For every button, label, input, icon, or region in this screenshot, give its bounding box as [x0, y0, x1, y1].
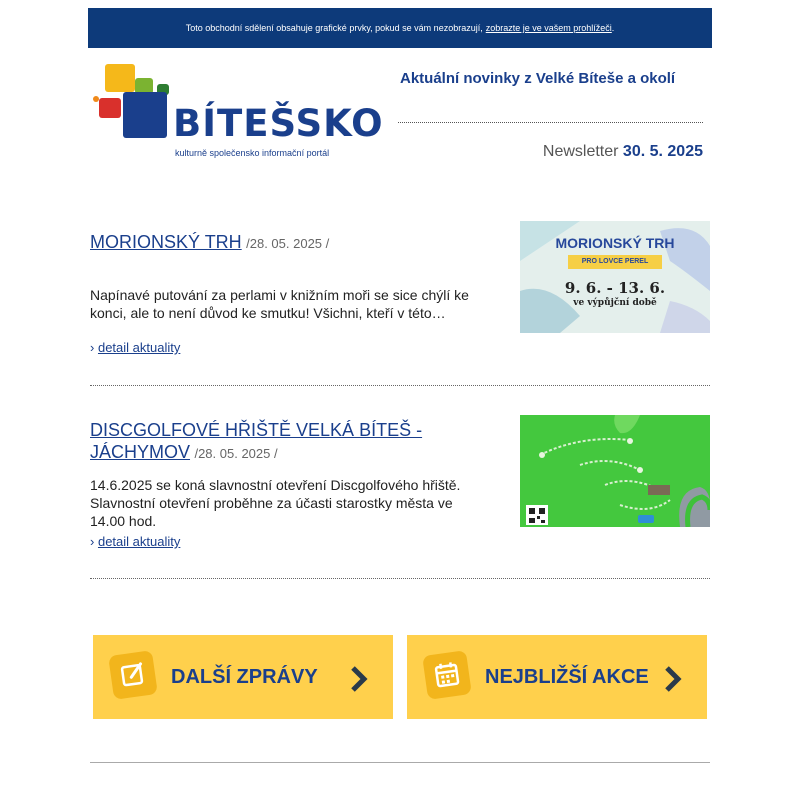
- link-chevron: ›: [90, 340, 95, 355]
- logo-title: BÍTEŠSKO: [173, 102, 384, 145]
- newsletter-date: 30. 5. 2025: [622, 143, 703, 160]
- poster-dates: 9. 6. - 13. 6.: [564, 279, 666, 297]
- article-item: [90, 232, 710, 362]
- discgolf-map: [520, 415, 710, 527]
- header-divider: [398, 122, 703, 123]
- article-image[interactable]: [520, 415, 710, 527]
- view-in-browser-link[interactable]: zobrazte je ve vašem prohlížeči: [485, 23, 612, 33]
- top-notice-text: Toto obchodní sdělení obsahuje grafické prvky, pokud se vám nezobrazují,: [185, 23, 483, 33]
- article-date: /28. 05. 2025 /: [246, 236, 330, 251]
- calendar-icon: [422, 650, 472, 700]
- top-notice-end: .: [611, 23, 615, 33]
- bitessko-logo[interactable]: [93, 62, 384, 162]
- article-divider: [90, 385, 710, 386]
- logo-square-blue: [123, 92, 167, 138]
- upcoming-events-label: NEJBLIŽŠÍ AKCE: [485, 666, 649, 688]
- chevron-right-icon: [663, 665, 683, 693]
- more-news-label: DALŠÍ ZPRÁVY: [171, 666, 318, 688]
- logo-square-orange: [93, 96, 99, 102]
- article-title-link[interactable]: DISCGOLFOVÉ HŘIŠTĚ VELKÁ BÍTEŠ - JÁCHYMOV: [90, 420, 423, 462]
- article-title-link[interactable]: MORIONSKÝ TRH: [90, 232, 242, 252]
- poster-note: ve výpůjční době: [573, 298, 657, 308]
- newsletter-label: [543, 143, 703, 161]
- article-heading: [90, 420, 510, 464]
- article-excerpt: 14.6.2025 se koná slavnostní otevření Discgolfového hřiště. Slavnostní otevření proběhne za účasti starostky města ve 14.00 hod.: [90, 477, 461, 529]
- logo-square-red: [99, 98, 121, 118]
- detail-link-label: detail aktuality: [97, 340, 181, 355]
- detail-link-label: detail aktuality: [97, 534, 181, 549]
- article-excerpt: Napínavé putování za perlami v knižním moři se sice chýlí ke konci, ale to není důvod ke smutku! Všichni, kteří v této…: [90, 287, 469, 321]
- poster-title: MORIONSKÝ TRH: [555, 235, 675, 251]
- article-detail-link[interactable]: [90, 340, 180, 355]
- top-notice-bar: [88, 8, 712, 48]
- logo-square-yellow: [105, 64, 135, 92]
- chevron-right-icon: [349, 665, 369, 693]
- article-heading: [90, 232, 490, 253]
- edit-icon: [108, 650, 158, 700]
- footer-divider: [90, 762, 710, 763]
- poster-subtitle: PRO LOVCE PEREL: [568, 255, 662, 269]
- article-date: /28. 05. 2025 /: [194, 446, 278, 461]
- article-image[interactable]: [520, 221, 710, 333]
- article-divider: [90, 578, 710, 579]
- newsletter-word: Newsletter: [542, 143, 619, 160]
- article-detail-link[interactable]: [90, 534, 180, 549]
- more-news-button[interactable]: [93, 635, 393, 719]
- link-chevron: ›: [90, 534, 95, 549]
- logo-subtitle: kulturně společensko informační portál: [175, 148, 330, 158]
- article-item: [90, 420, 710, 560]
- header-tagline: Aktuální novinky z Velké Bíteše a okolí: [400, 70, 676, 87]
- upcoming-events-button[interactable]: [407, 635, 707, 719]
